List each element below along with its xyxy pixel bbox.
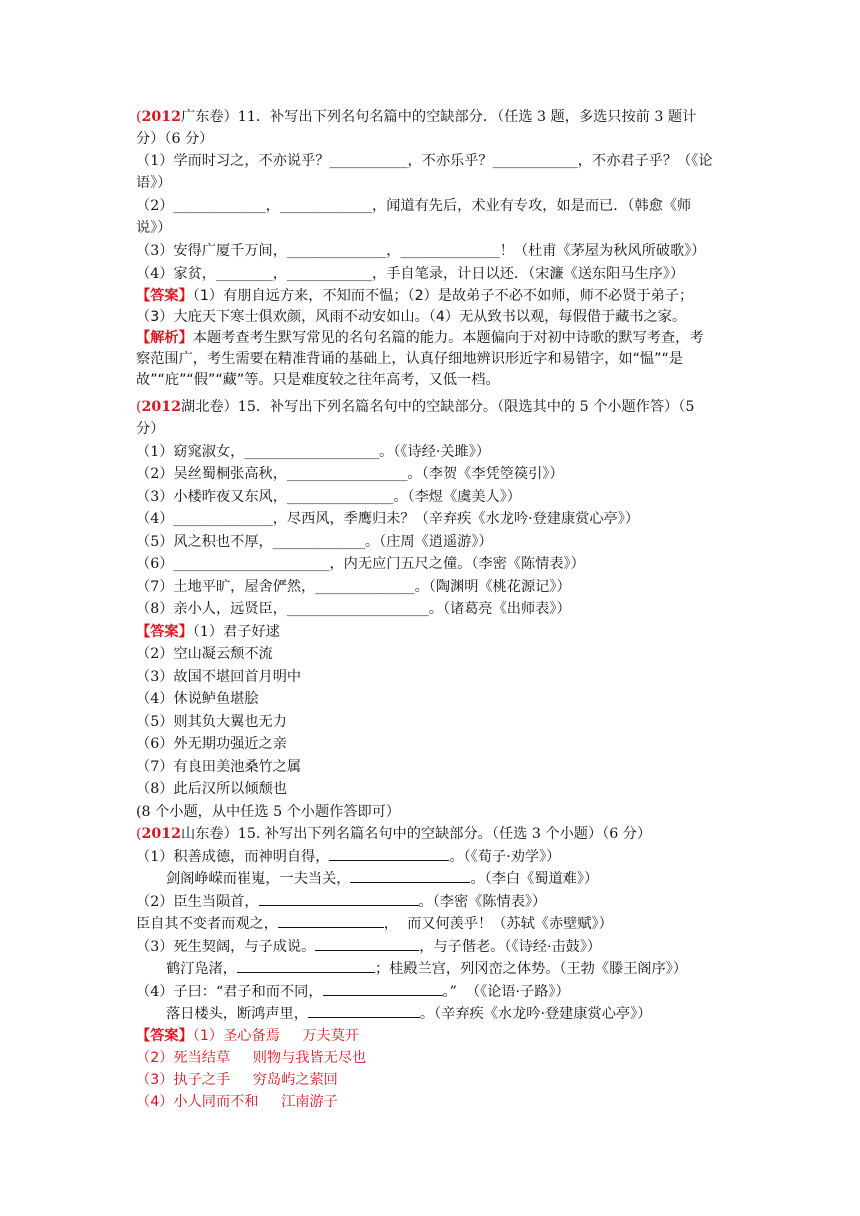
gd-item-1: （1）学而时习之，不亦说乎？___________，不亦乐乎？____________，不亦君子乎？（《论 <box>136 153 713 169</box>
sd-answer-1: 【答案】（1）圣心备焉 万夫莫开 <box>136 1028 360 1044</box>
hb-answer-2: （2）空山凝云颓不流 <box>136 646 273 662</box>
blank <box>315 936 419 951</box>
sd-item-4b: 落日楼头，断鸿声里， 。（辛弃疾《水龙吟·登建康赏心亭》） <box>166 1003 651 1025</box>
gd-analysis-line-3: 故”“庇”“假”“藏”等。只是难度较之往年高考，又低一档。 <box>136 372 500 388</box>
hb-answer-6: （6）外无期功强近之亲 <box>136 736 287 752</box>
hb-answer-1: 【答案】（1）君子好逑 <box>136 624 280 640</box>
sd-item-2b: 臣自其不变者而观之， ， 而又何羡乎！（苏轼《赤壁赋》） <box>136 913 613 935</box>
gd-item-1-cont: 语》） <box>136 175 172 191</box>
hb-item-4: （4）______________，尽西风，季鹰归未？（辛弃疾《水龙吟·登建康赏心亭》） <box>136 511 640 527</box>
gd-item-2-cont: 说》） <box>136 220 172 236</box>
hb-item-5: （5）风之积也不厚，_____________。（庄周《逍遥游》） <box>136 534 493 550</box>
sd-answer-3: （3）执子之手 穷岛屿之萦回 <box>136 1072 338 1088</box>
answer-tag: 【答案】 <box>136 624 193 640</box>
gd-analysis-line-2: 察范围广，考生需要在精准背诵的基础上，认真仔细地辨识形近字和易错字，如“愠”“是 <box>136 351 683 367</box>
hb-item-7: （7）土地平旷，屋舍俨然，______________。（陶渊明《桃花源记》） <box>136 579 571 595</box>
gd-answer-line-2: （3）大庇天下寒士俱欢颜，风雨不动安如山。（4）无从致书以观，每假借于藏书之家。 <box>136 309 687 325</box>
hb-item-6: （6）______________________，内无应门五尺之僮。（李密《陈情表》） <box>136 556 585 572</box>
gd-question-header: (2012广东卷）11．补写出下列名句名篇中的空缺部分．（任选 3 题，多选只按前 3 题计 <box>136 109 697 125</box>
hb-header-cont: 分） <box>136 421 165 437</box>
gd-answer-line-1: 【答案】（1）有朋自远方来，不知而不愠；（2）是故弟子不必不如师，师不必贤于弟子； <box>136 288 694 304</box>
blank <box>308 1003 420 1018</box>
hb-item-1: （1）窈窕淑女，___________________。（《诗经·关雎》） <box>136 444 491 460</box>
sd-item-3b: 鹤汀凫渚， ；桂殿兰宫，列冈峦之体势。（王勃《滕王阁序》） <box>166 958 687 980</box>
sd-item-1b: 剑阁峥嵘而崔嵬，一夫当关， 。（李白《蜀道难》） <box>166 868 598 890</box>
hb-answer-5: （5）则其负大翼也无力 <box>136 714 287 730</box>
sd-item-3a: （3）死生契阔，与子成说。 ，与子偕老。（《诗经·击鼓》） <box>136 936 601 958</box>
blank <box>237 958 375 973</box>
hb-answer-3: （3）故国不堪回首月明中 <box>136 669 302 685</box>
hb-item-8: （8）亲小人，远贤臣，____________________。（诸葛亮《出师表》） <box>136 601 571 617</box>
hb-answer-4: （4）休说鲈鱼堪脍 <box>136 691 259 707</box>
sd-item-1a: （1）积善成德，而神明自得， 。（《荀子·劝学》） <box>136 846 560 868</box>
gd-item-3: （3）安得广厦千万间，______________，______________！（杜甫《茅屋为秋风所破歌》） <box>136 243 706 259</box>
blank <box>278 913 384 928</box>
hb-item-2: （2）吴丝蜀桐张高秋，_________________。（李贺《李凭箜篌引》） <box>136 466 564 482</box>
sd-item-4a: （4）子曰：“君子和而不同， 。” （《论语·子路》） <box>136 981 570 1003</box>
gd-analysis-line-1: 【解析】本题考查考生默写常见的名句名篇的能力。本题偏向于对初中诗歌的默写考查，考 <box>136 330 704 346</box>
blank <box>329 846 449 861</box>
blank <box>323 981 443 996</box>
sd-question-header: (2012山东卷）15. 补写出下列名篇名句中的空缺部分。（任选 3 个小题）（6 分） <box>136 826 652 842</box>
answer-tag: 【答案】 <box>136 288 193 304</box>
answer-tag: 【答案】 <box>136 1028 193 1044</box>
hb-note: (8 个小题，从中任选 5 个小题作答即可） <box>136 804 401 820</box>
hb-item-3: （3）小楼昨夜又东风，_______________。（李煜《虞美人》） <box>136 489 521 505</box>
sd-answer-2: （2）死当结草 则物与我皆无尽也 <box>136 1050 367 1066</box>
hb-question-header: (2012湖北卷）15．补写出下列名篇名句中的空缺部分。（限选其中的 5 个小题作答）（5 <box>136 399 695 415</box>
blank <box>350 868 470 883</box>
sd-answer-4: （4）小人同而不和 江南游子 <box>136 1094 338 1110</box>
blank <box>259 891 419 906</box>
sd-item-2a: （2）臣生当陨首， 。（李密《陈情表》） <box>136 891 546 913</box>
gd-item-2: （2）_____________，_____________，闻道有先后，术业有专攻，如是而已．（韩愈《师 <box>136 198 692 214</box>
gd-item-4: （4）家贫，________，____________，手自笔录，计日以还．（宋濂《送东阳马生序》） <box>136 266 685 282</box>
hb-answer-7: （7）有良田美池桑竹之属 <box>136 759 302 775</box>
analysis-tag: 【解析】 <box>136 330 193 346</box>
gd-header-cont: 分）（6 分） <box>136 131 214 147</box>
hb-answer-8: （8）此后汉所以倾颓也 <box>136 781 287 797</box>
